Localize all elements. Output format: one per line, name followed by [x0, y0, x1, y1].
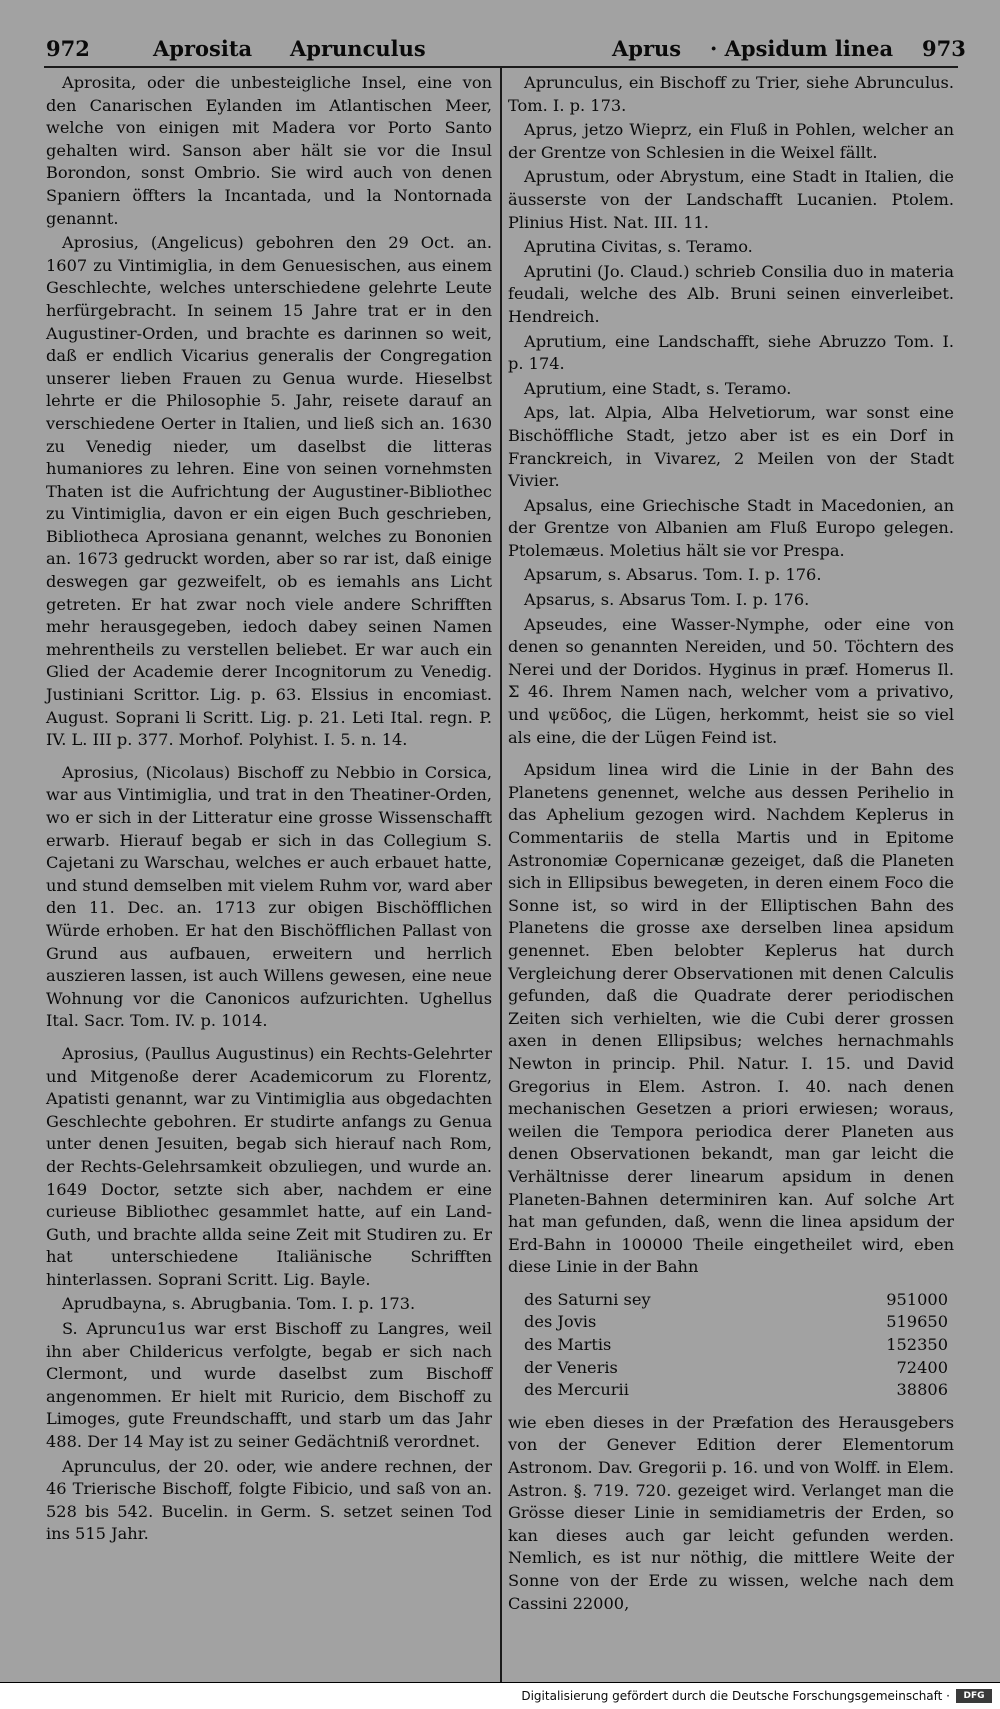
entry-apsarus: Apsarus, s. Absarus Tom. I. p. 176. [524, 590, 810, 610]
orbit-value: 38806 [896, 1380, 948, 1400]
entry-aprosius-nicolaus: Aprosius, (Nicolaus) Bischoff zu Nebbio in Corsica, war aus Vintimiglia, und trat in den Theatiner-Orden, wo er sich in der Litteratur eine grosse Wissenschafft erwarb. Hierauf begab er sich in das Collegium S. Cajetani zu Warschau, welches er auch erbauet hatte, und stund demselben mit vielem Ruhm vor, ward aber den 11. Dec. an. 1713 zur obigen Bischöfflichen Würde erhoben. Er hat den Bischöfflichen Pallast von Grund aus aufbauen, erweitern und herrlich auszieren lassen, ist auch Willens gewesen, eine neue Wohnung vor die Canonicos aufzurichten. Ughellus Ital. Sacr. Tom. IV. p. 1014. [46, 762, 492, 1031]
entry-aprosius-angelicus: Aprosius, (Angelicus) gebohren den 29 Oct. an. 1607 zu Vintimiglia, in dem Genuesischen, aus einem Geschlechte, welches unterschiedene gelehrte Leute herfürgebracht. In seinem 15 Jahre trat er in den Augustiner-Orden, und brachte es darinnen so weit, daß er endlich Vicarius generalis der Congregation unserer lieben Frauen zu Genua wurde. Hieselbst lehrte er die Philosophie 5. Jahr, reisete darauf an verschiedene Oerter in Italien, und ließ sich an. 1630 zu Venedig nieder, um daselbst die litteras humaniores zu lehren. Eine von seinen vornehmsten Thaten ist die Aufrichtung der Augustiner-Bibliothec zu Vintimiglia, davon er ein eigen Buch geschrieben, Bibliotheca Aprosiana genannt, welches zu Bononien an. 1673 gedruckt worden, aber so rar ist, daß einige deswegen gar gezweifelt, ob es iemahls ans Licht getreten. Er hat zwar noch viele andere Schrifften mehr herausgegeben, iedoch dabey seinen Namen mehrentheils zu verstellen beliebet. Er war auch ein Glied der Academie derer Incognitorum zu Venedig. Justiniani Scrittor. Lig. p. 63. Elssius in encomiast. August. Soprani li Scritt. Lig. p. 21. Leti Ital. regn. P. IV. L. III p. 377. Morhof. Polyhist. I. 5. n. 14. [46, 233, 492, 750]
orbit-label: des Saturni sey [524, 1289, 651, 1309]
orbit-table [524, 1289, 948, 1402]
table-row [524, 1357, 948, 1380]
entry-aprutina-civitas: Aprutina Civitas, s. Teramo. [524, 237, 753, 257]
digitization-footer [0, 1682, 1000, 1709]
running-head-left-1: Aprosita [153, 36, 253, 61]
entry-aps: Aps, lat. Alpia, Alba Helvetiorum, war sonst eine Bischöffliche Stadt, jetzo aber ist es ein Dorf in Franckreich, in Vivarez, 2 Meilen von der Stadt Vivier. [508, 403, 954, 491]
entry-apsidum-linea-continued: wie eben dieses in der Præfation des Herausgebers von der Genever Edition derer Elementorum Astronom. Dav. Gregorii p. 16. und von Wolff. in Elem. Astron. §. 719. 720. gezeiget wird. Verlanget man die Grösse dieser Linie in semidiametris der Erden, so kan dieses auch gar leicht gefunden werden. Nemlich, es ist nur nöthig, die mittlere Weite der Sonne von der Erde zu wissen, welche nach dem Cassini 22000, [508, 1412, 954, 1613]
footer-credit: Digitalisierung gefördert durch die Deutsche Forschungsgemeinschaft · [521, 1689, 950, 1703]
entry-aprutium-landschafft: Aprutium, eine Landschafft, siehe Abruzzo Tom. I. p. 174. [508, 331, 954, 374]
entry-apsalus: Apsalus, eine Griechische Stadt in Macedonien, an der Grentze von Albanien am Fluß Europo gelegen. Ptolemæus. Moletius hält sie vor Prespa. [508, 495, 954, 560]
entry-s-aprunculus: S. Apruncu1us war erst Bischoff zu Langres, weil ihn aber Childericus verfolgte, begab er sich nach Clermont, und wurde daselbst zum Bischoff angenommen. Er hielt mit Ruricio, dem Bischoff zu Limoges, gute Freundschafft, und starb um das Jahr 488. Der 14 May ist zu seiner Gedächtniß verordnet. [46, 1319, 492, 1452]
running-head-right-1: Aprus [612, 36, 682, 61]
orbit-value: 152350 [886, 1335, 948, 1355]
entry-aprutium-stadt: Aprutium, eine Stadt, s. Teramo. [524, 378, 792, 398]
entry-aprudbayna: Aprudbayna, s. Abrugbania. Tom. I. p. 173. [62, 1294, 416, 1314]
table-row [524, 1379, 948, 1402]
running-head-left-2: Aprunculus [290, 36, 426, 61]
orbit-label: des Martis [524, 1335, 612, 1355]
left-column [46, 72, 492, 1548]
entry-aprunculus-trier: Aprunculus, der 20. oder, wie andere rechnen, der 46 Trierische Bischoff, folgte Fibicio, und saß von an. 528 bis 542. Bucelin. in Germ. S. setzet seinen Tod ins 515 Jahr. [46, 1456, 492, 1544]
entry-aprunculus-bischoff: Aprunculus, ein Bischoff zu Trier, siehe Abrunculus. Tom. I. p. 173. [508, 73, 954, 115]
table-row [524, 1311, 948, 1334]
right-column [508, 72, 954, 1617]
entry-aprus: Aprus, jetzo Wieprz, ein Fluß in Pohlen, welcher an der Grentze von Schlesien in die Weixel fällt. [508, 120, 954, 162]
orbit-label: des Jovis [524, 1312, 597, 1332]
entry-apsidum-linea: Apsidum linea wird die Linie in der Bahn des Planetens genennet, welche aus dessen Perihelio in das Aphelium gezogen wird. Nachdem Keplerus in Commentariis de stella Martis und in Epitome Astronomiæ Copernicanæ gezeiget, daß die Planeten sich in Ellipsibus bewegeten, in deren einem Foco die Sonne ist, so wird in der Elliptischen Bahn des Planetens die grosse axe derselben linea apsidum genennet. Eben belobter Keplerus hat durch Vergleichung derer Observationen mit denen Calculis gefunden, daß die Quadrate derer periodischen Zeiten sich verhielten, wie die Cubi derer grossen axen in denen Ellipsibus; welches hernachmahls Newton in princip. Phil. Natur. I. 15. und David Gregorius in Elem. Astron. I. 40. nach denen mechanischen Gesetzen a priori erwiesen; woraus, weilen die Tempora periodica derer Planeten aus denen Observationen bekandt, man gar leicht die Verhältnisse derer linearum apsidum in denen Planeten-Bahnen determiniren kan. Auf solche Art hat man gefunden, daß, wenn die linea apsidum der Erd-Bahn in 100000 Theile eingetheilet wird, eben diese Linie in der Bahn [508, 760, 954, 1277]
page-number-left: 972 [46, 36, 90, 61]
orbit-value: 951000 [886, 1289, 948, 1309]
entry-apseudes: Apseudes, eine Wasser-Nymphe, oder eine von denen so genannten Nereiden, und 50. Töchtern des Nerei und der Doridos. Hyginus in præf. Homerus Il. Σ 46. Ihrem Namen nach, welcher vom a privativo, und ψεῦδος, die Lügen, herkommt, heist sie so viel als eine, die der Lügen Feind ist. [508, 614, 954, 747]
orbit-value: 72400 [896, 1357, 948, 1377]
orbit-label: der Veneris [524, 1357, 618, 1377]
entry-apsarum: Apsarum, s. Absarus. Tom. I. p. 176. [524, 565, 822, 585]
entry-aprosius-paullus: Aprosius, (Paullus Augustinus) ein Rechts-Gelehrter und Mitgenoße derer Academicorum zu Florentz, Apatisti genannt, war zu Vintimiglia aus obgedachten Geschlechte gebohren. Er studirte anfangs zu Genua unter denen Jesuiten, begab sich hierauf nach Rom, der Rechts-Gelehrsamkeit obzuliegen, und wurde an. 1649 Doctor, setzte sich aber, nachdem er eine curieuse Bibliothec gesammlet hatte, auf ein Land-Guth, und brachte allda seine Zeit mit Studiren zu. Er hat unterschiedene Italiänische Schrifften hinterlassen. Soprani Scritt. Lig. Bayle. [46, 1043, 492, 1289]
entry-aprosita: Aprosita, oder die unbesteigliche Insel, eine von den Canarischen Eylanden im Atlantischen Meer, welche von einigen mit Madera vor Porto Santo gehalten wird. Sanson aber hält sie vor die Insul Borondon, sonst Ombrio. Sie wird auch von denen Spaniern öffters la Incantada, und la Nontornada genannt. [46, 73, 492, 228]
table-row [524, 1334, 948, 1357]
orbit-value: 519650 [886, 1312, 948, 1332]
page-number-right: 973 [922, 36, 966, 61]
running-head-right-2: · Apsidum linea [710, 36, 894, 61]
orbit-label: des Mercurii [524, 1380, 629, 1400]
table-row [524, 1289, 948, 1312]
entry-aprutini: Aprutini (Jo. Claud.) schrieb Consilia duo in materia feudali, welche des Alb. Bruni seinen einverleibet. Hendreich. [508, 261, 954, 326]
dfg-logo: DFG [956, 1689, 992, 1703]
column-divider [500, 68, 502, 1700]
entry-aprustum: Aprustum, oder Abrystum, eine Stadt in Italien, die äusserste von der Landschafft Lucanien. Ptolem. Plinius Hist. Nat. III. 11. [508, 167, 954, 232]
